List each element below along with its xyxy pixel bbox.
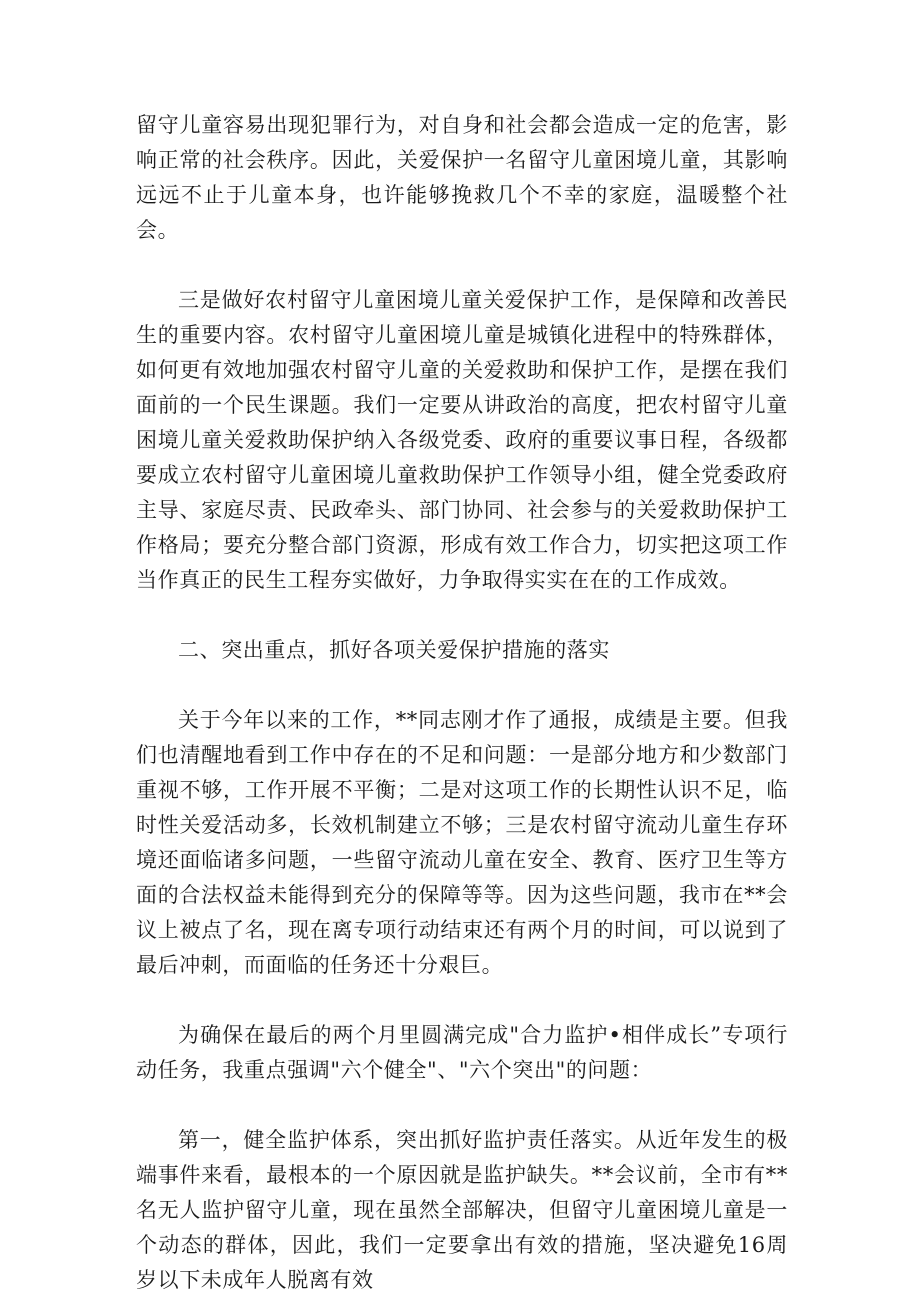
paragraph-5: 为确保在最后的两个月里圆满完成"合力监护•相伴成长”专项行动任务，我重点强调"六个健全"、"六个突出"的问题： — [136, 1023, 788, 1082]
section-heading: 二、突出重点，抓好各项关爱保护措施的落实 — [178, 638, 610, 662]
paragraph-1: 留守儿童容易出现犯罪行为，对自身和社会都会造成一定的危害，影响正常的社会秩序。因此，关爱保护一名留守儿童困境儿童，其影响远远不止于儿童本身，也许能够挽救几个不幸的家庭，温暖整个社会。 — [136, 113, 788, 242]
paragraph-4: 关于今年以来的工作，**同志刚才作了通报，成绩是主要。但我们也清醒地看到工作中存在的不足和问题：一是部分地方和少数部门重视不够，工作开展不平衡；二是对这项工作的长期性认识不足，临时性关爱活动多，长效机制建立不够；三是农村留守流动儿童生存环境还面临诸多问题，一些留守流动儿童在安全、教育、医疗卫生等方面的合法权益未能得到充分的保障等等。因为这些问题，我市在**会议上被点了名，现在离专项行动结束还有两个月的时间，可以说到了最后冲刺，而面临的任务还十分艰巨。 — [136, 708, 788, 977]
paragraph-6: 第一，健全监护体系，突出抓好监护责任落实。从近年发生的极端事件来看，最根本的一个原因就是监护缺失。**会议前，全市有**名无人监护留守儿童，现在虽然全部解决，但留守儿童困境儿童是一个动态的群体，因此，我们一定要拿出有效的措施，坚决避免16周岁以下未成年人脱离有效 — [136, 1128, 788, 1292]
paragraph-2: 三是做好农村留守儿童困境儿童关爱保护工作，是保障和改善民生的重要内容。农村留守儿童困境儿童是城镇化进程中的特殊群体，如何更有效地加强农村留守儿童的关爱救助和保护工作，是摆在我们面前的一个民生课题。我们一定要从讲政治的高度，把农村留守儿童困境儿童关爱救助保护纳入各级党委、政府的重要议事日程，各级都要成立农村留守儿童困境儿童救助保护工作领导小组，健全党委政府主导、家庭尽责、民政牵头、部门协同、社会参与的关爱救助保护工作格局；要充分整合部门资源，形成有效工作合力，切实把这项工作当作真正的民生工程夯实做好，力争取得实实在在的工作成效。 — [136, 288, 788, 592]
document-page — [136, 108, 788, 1298]
